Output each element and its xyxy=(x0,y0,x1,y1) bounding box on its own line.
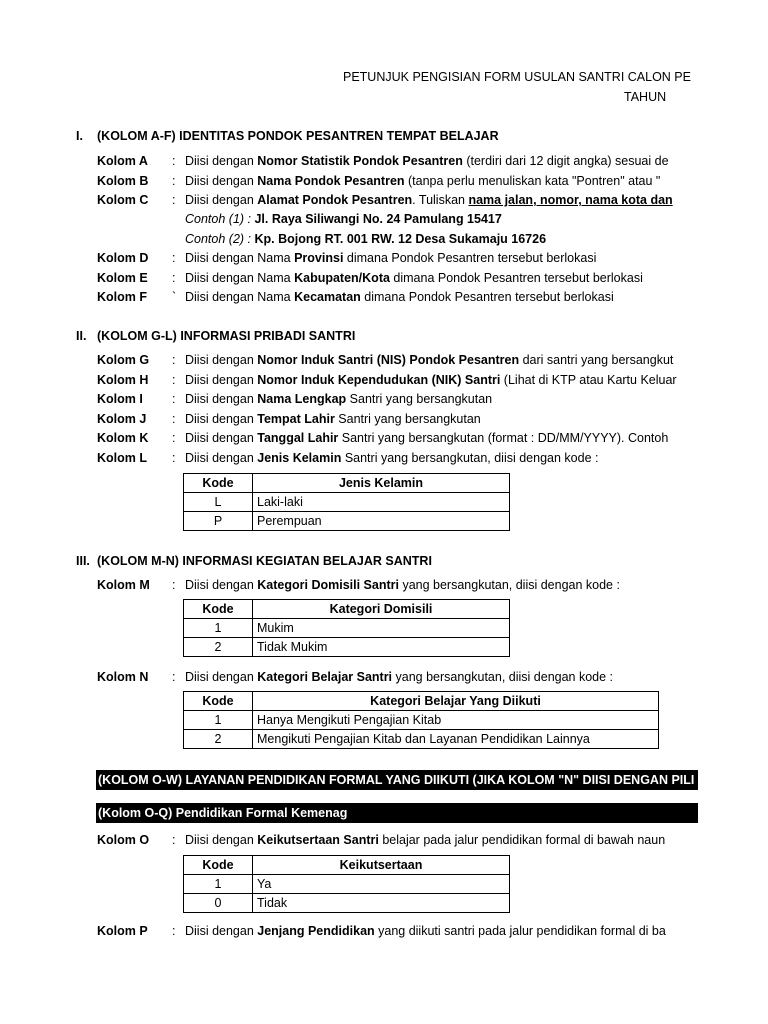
row-description: Diisi dengan Keikutsertaan Santri belajar pada jalur pendidikan formal di bawah naun xyxy=(185,833,666,847)
row-separator: : xyxy=(172,373,176,387)
row-label: Kolom H xyxy=(97,373,149,387)
document-title: PETUNJUK PENGISIAN FORM USULAN SANTRI CALON PE xyxy=(343,70,691,84)
table-cell: 0 xyxy=(184,894,253,913)
table-header: Kode xyxy=(184,856,253,875)
section-title: (KOLOM G-L) INFORMASI PRIBADI SANTRI xyxy=(97,329,356,343)
row-label: Kolom F xyxy=(97,290,147,304)
section-title: (KOLOM M-N) INFORMASI KEGIATAN BELAJAR SANTRI xyxy=(97,554,432,568)
table-cell: Mukim xyxy=(253,619,510,638)
table-cell: 2 xyxy=(184,638,253,657)
address-example: Contoh (2) : Kp. Bojong RT. 001 RW. 12 Desa Sukamaju 16726 xyxy=(185,232,547,246)
row-description: Diisi dengan Nama Provinsi dimana Pondok Pesantren tersebut berlokasi xyxy=(185,251,597,265)
row-label: Kolom A xyxy=(97,154,148,168)
table-header: Kode xyxy=(184,474,253,493)
table-row xyxy=(184,894,510,913)
row-label: Kolom J xyxy=(97,412,147,426)
table-row xyxy=(184,512,510,531)
row-separator: : xyxy=(172,251,176,265)
table-header: Kategori Domisili xyxy=(253,600,510,619)
row-label: Kolom N xyxy=(97,670,149,684)
table-cell: Mengikuti Pengajian Kitab dan Layanan Pendidikan Lainnya xyxy=(253,730,659,749)
row-separator: : xyxy=(172,392,176,406)
row-description: Diisi dengan Nomor Induk Santri (NIS) Pondok Pesantren dari santri yang bersangkut xyxy=(185,353,674,367)
row-separator: ` xyxy=(172,290,177,304)
row-description: Diisi dengan Nama Kabupaten/Kota dimana Pondok Pesantren tersebut berlokasi xyxy=(185,271,643,285)
table-cell: L xyxy=(184,493,253,512)
row-label: Kolom L xyxy=(97,451,147,465)
code-table-domisili xyxy=(183,599,510,657)
code-table-keikutsertaan xyxy=(183,855,510,913)
row-label: Kolom E xyxy=(97,271,148,285)
row-separator: : xyxy=(172,174,176,188)
table-header: Keikutsertaan xyxy=(253,856,510,875)
row-label: Kolom G xyxy=(97,353,150,367)
table-header: Kode xyxy=(184,692,253,711)
row-separator: : xyxy=(172,670,176,684)
row-description: Diisi dengan Nomor Induk Kependudukan (NIK) Santri (Lihat di KTP atau Kartu Keluar xyxy=(185,373,677,387)
row-separator: : xyxy=(172,431,176,445)
row-label: Kolom O xyxy=(97,833,150,847)
document-title-year: TAHUN xyxy=(624,90,667,104)
row-separator: : xyxy=(172,924,176,938)
table-cell: Tidak Mukim xyxy=(253,638,510,657)
row-separator: : xyxy=(172,451,176,465)
table-cell: Ya xyxy=(253,875,510,894)
row-separator: : xyxy=(172,154,176,168)
table-row xyxy=(184,711,659,730)
table-row xyxy=(184,730,659,749)
row-description: Diisi dengan Tempat Lahir Santri yang bersangkutan xyxy=(185,412,481,426)
table-cell: 2 xyxy=(184,730,253,749)
row-label: Kolom C xyxy=(97,193,149,207)
row-separator: : xyxy=(172,353,176,367)
table-cell: 1 xyxy=(184,711,253,730)
row-separator: : xyxy=(172,833,176,847)
row-separator: : xyxy=(172,412,176,426)
section-number: III. xyxy=(76,554,90,568)
table-cell: P xyxy=(184,512,253,531)
table-header: Kode xyxy=(184,600,253,619)
row-description: Diisi dengan Kategori Domisili Santri yang bersangkutan, diisi dengan kode : xyxy=(185,578,620,592)
row-description: Diisi dengan Jenjang Pendidikan yang diikuti santri pada jalur pendidikan formal di ba xyxy=(185,924,666,938)
code-table-kategori-belajar xyxy=(183,691,659,749)
table-header: Kategori Belajar Yang Diikuti xyxy=(253,692,659,711)
section-number: I. xyxy=(76,129,83,143)
row-label: Kolom I xyxy=(97,392,143,406)
table-header: Jenis Kelamin xyxy=(253,474,510,493)
row-description: Diisi dengan Nama Pondok Pesantren (tanpa perlu menuliskan kata "Pontren" atau " xyxy=(185,174,661,188)
row-description: Diisi dengan Nama Lengkap Santri yang bersangkutan xyxy=(185,392,493,406)
row-label: Kolom M xyxy=(97,578,150,592)
code-table-jenis-kelamin xyxy=(183,473,510,531)
table-cell: Perempuan xyxy=(253,512,510,531)
row-description: Diisi dengan Alamat Pondok Pesantren. Tuliskan nama jalan, nomor, nama kota dan xyxy=(185,193,673,207)
row-label: Kolom B xyxy=(97,174,149,188)
row-label: Kolom P xyxy=(97,924,148,938)
table-cell: Hanya Mengikuti Pengajian Kitab xyxy=(253,711,659,730)
section-bar-layanan-formal: (KOLOM O-W) LAYANAN PENDIDIKAN FORMAL YANG DIIKUTI (JIKA KOLOM "N" DIISI DENGAN PILI xyxy=(96,770,698,790)
row-label: Kolom K xyxy=(97,431,149,445)
table-cell: Tidak xyxy=(253,894,510,913)
row-separator: : xyxy=(172,578,176,592)
section-title: (KOLOM A-F) IDENTITAS PONDOK PESANTREN TEMPAT BELAJAR xyxy=(97,129,499,143)
row-separator: : xyxy=(172,271,176,285)
table-row xyxy=(184,875,510,894)
row-description: Diisi dengan Nomor Statistik Pondok Pesantren (terdiri dari 12 digit angka) sesuai de xyxy=(185,154,669,168)
subsection-bar-kemenag: (Kolom O-Q) Pendidikan Formal Kemenag xyxy=(96,803,698,823)
row-description: Diisi dengan Kategori Belajar Santri yang bersangkutan, diisi dengan kode : xyxy=(185,670,614,684)
table-row xyxy=(184,638,510,657)
table-row xyxy=(184,493,510,512)
row-description: Diisi dengan Tanggal Lahir Santri yang bersangkutan (format : DD/MM/YYYY). Contoh xyxy=(185,431,669,445)
row-label: Kolom D xyxy=(97,251,149,265)
table-cell: 1 xyxy=(184,619,253,638)
row-separator: : xyxy=(172,193,176,207)
table-row xyxy=(184,619,510,638)
table-cell: Laki-laki xyxy=(253,493,510,512)
row-description: Diisi dengan Nama Kecamatan dimana Pondok Pesantren tersebut berlokasi xyxy=(185,290,614,304)
address-example: Contoh (1) : Jl. Raya Siliwangi No. 24 Pamulang 15417 xyxy=(185,212,502,226)
row-description: Diisi dengan Jenis Kelamin Santri yang bersangkutan, diisi dengan kode : xyxy=(185,451,599,465)
section-number: II. xyxy=(76,329,87,343)
table-cell: 1 xyxy=(184,875,253,894)
